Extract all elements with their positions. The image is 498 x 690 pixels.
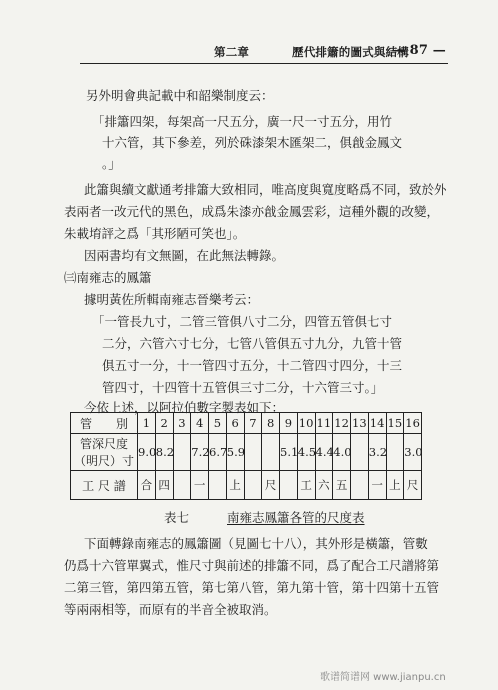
subsection-heading: ㈢南雍志的鳳簫 [64, 270, 152, 285]
row-label-pipe: 管 別 [71, 413, 138, 434]
caption-text: 南雍志鳳簫各管的尺度表 [227, 510, 365, 525]
table-cell: 3 [173, 413, 191, 434]
table-cell: 1 [138, 413, 156, 434]
table-cell: 六 [315, 471, 333, 500]
running-header [214, 44, 446, 60]
table-cell: 工 [297, 471, 315, 500]
paragraph-line: 今依上述，以阿拉伯數字製表如下： [84, 400, 285, 415]
table-cell: 16 [404, 413, 422, 434]
table-cell: 一 [368, 471, 386, 500]
table-cell [280, 471, 298, 500]
table-cell: 3.2 [368, 434, 386, 471]
table-cell [386, 434, 404, 471]
table-cell [209, 471, 227, 500]
table-cell: 5.1 [280, 434, 298, 471]
table-cell [244, 471, 262, 500]
table-cell: 4.4 [315, 434, 333, 471]
table-cell: 尺 [404, 471, 422, 500]
paragraph-line: 表兩者一改元代的黑色，成爲朱漆亦戧金鳳雲彩，這種外觀的改變， [64, 204, 440, 219]
table-caption [164, 508, 365, 526]
table-cell [351, 434, 369, 471]
paragraph-line: 等兩兩相等，而原有的半音全被取消。 [64, 602, 277, 617]
table-cell: 3.0 [404, 434, 422, 471]
table-cell: 9.0 [138, 434, 156, 471]
table-cell: 一 [191, 471, 209, 500]
table-cell [173, 471, 191, 500]
table-cell: 7.2 [191, 434, 209, 471]
table-cell: 9 [280, 413, 298, 434]
table-cell: 五 [333, 471, 351, 500]
table-row-gongche [71, 471, 422, 500]
table-cell: 5 [209, 413, 227, 434]
table-row-pipe-numbers [71, 413, 422, 434]
table-cell: 12 [333, 413, 351, 434]
quote-line: 十六管，其下參差，列於硃漆架木匯架二，俱戧金鳳文 [102, 135, 403, 150]
table-cell: 7 [244, 413, 262, 434]
site-watermark: 歌谱简谱网 www.jianpu.cn [320, 672, 446, 683]
table-cell: 2 [155, 413, 173, 434]
table-cell [351, 471, 369, 500]
page-number: — 87 — [391, 43, 446, 58]
paragraph-line: 另外明會典記載中和韶樂制度云： [86, 88, 274, 103]
quote-line: 。」 [102, 156, 121, 171]
paragraph-line: 朱載堉評之爲「其形陋可笑也」。 [64, 226, 246, 241]
paragraph-line: 下面轉錄南雍志的鳳簫圖（見圖七十八），其外形是橫簫，管數 [84, 536, 428, 551]
caption-number: 表七 [164, 510, 190, 525]
table-cell: 8 [262, 413, 280, 434]
table-cell: 上 [386, 471, 404, 500]
table-cell: 4.0 [333, 434, 351, 471]
table-cell: 4 [191, 413, 209, 434]
table-cell: 尺 [262, 471, 280, 500]
section-title: 歷代排簫的圖式與結構 [292, 45, 409, 59]
table-cell [173, 434, 191, 471]
table-row-depths [71, 434, 422, 471]
paragraph-line: 二第三管，第四第五管，第七第八管，第九第十管，第十四第十五管 [64, 580, 440, 595]
table-cell: 11 [315, 413, 333, 434]
table-cell: 10 [297, 413, 315, 434]
header-rule [80, 63, 448, 64]
quote-line: 二分，六管六寸七分，七管八管俱五寸九分，九管十管 [102, 336, 403, 351]
quote-line: 「一管長九寸，二管三管俱八寸二分，四管五管俱七寸 [92, 314, 393, 329]
table-cell [262, 434, 280, 471]
table-cell: 14 [368, 413, 386, 434]
table-cell: 四 [155, 471, 173, 500]
table-cell: 4.5 [297, 434, 315, 471]
paragraph-line: 此簫與續文獻通考排簫大致相同，唯高度與寬度略爲不同，致於外 [84, 182, 447, 197]
table-cell: 上 [226, 471, 244, 500]
chapter-label: 第二章 [214, 45, 250, 59]
table-cell: 8.2 [155, 434, 173, 471]
paragraph-line: 因兩書均有文無圖，在此無法轉錄。 [84, 248, 285, 263]
paragraph-line: 仍爲十六管單翼式，惟尺寸與前述的排簫不同，爲了配合工尺譜將第 [64, 558, 440, 573]
pipe-measurement-table [70, 412, 422, 500]
table-cell: 15 [386, 413, 404, 434]
table-cell [244, 434, 262, 471]
table-cell: 6 [226, 413, 244, 434]
table-cell: 5.9 [226, 434, 244, 471]
table-cell: 13 [351, 413, 369, 434]
quote-line: 俱五寸一分，十一管四寸五分，十二管四寸四分，十三 [102, 358, 403, 373]
quote-line: 「排簫四架，每架高一尺五分，廣一尺一寸五分，用竹 [92, 114, 393, 129]
quote-line: 管四寸，十四管十五管俱三寸二分，十六管三寸。」 [102, 380, 384, 395]
table-cell: 6.7 [209, 434, 227, 471]
table-cell: 合 [138, 471, 156, 500]
row-label-depth: 管深尺度（明尺）寸 [71, 434, 138, 471]
row-label-gongche: 工 尺 譜 [71, 471, 138, 500]
paragraph-line: 據明黃佐所輯南雍志晉樂考云： [84, 292, 260, 307]
